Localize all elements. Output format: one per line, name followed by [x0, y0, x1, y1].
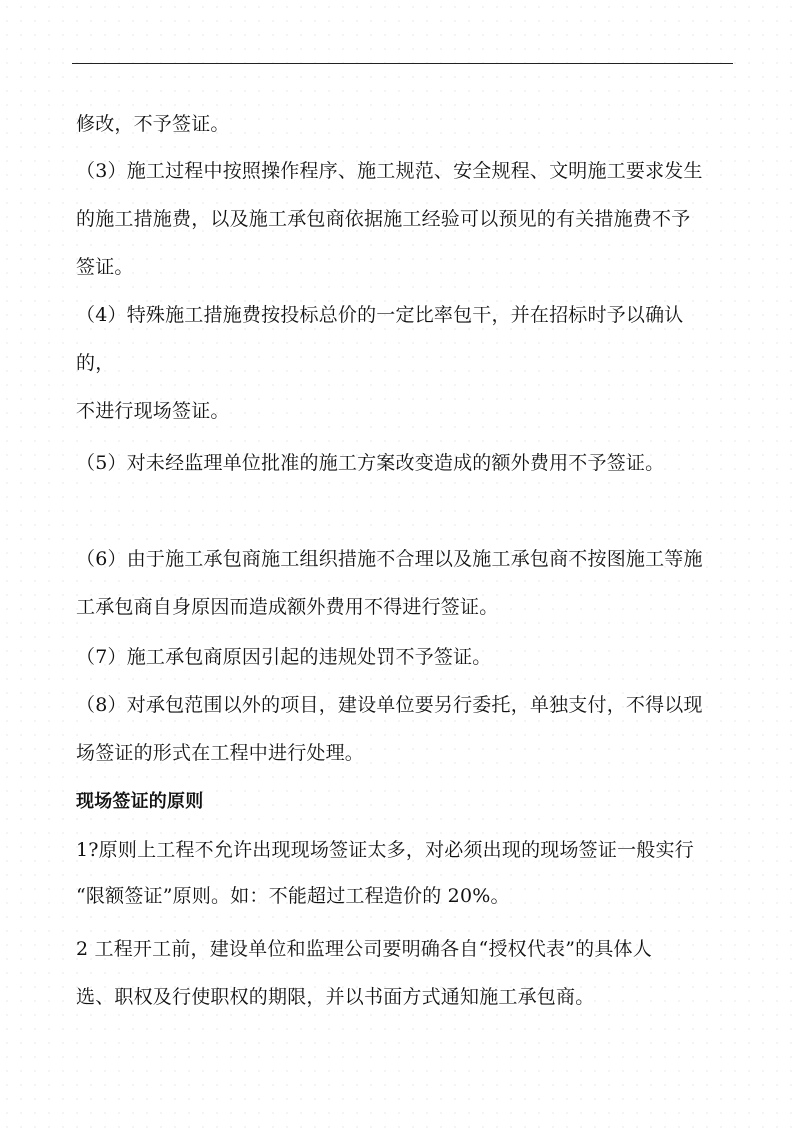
text-line: （6）由于施工承包商施工组织措施不合理以及施工承包商不按图施工等施	[76, 548, 703, 570]
text-line: 选、职权及行使职权的期限，并以书面方式通知施工承包商。	[76, 986, 595, 1008]
text-line: （4）特殊施工措施费按投标总价的一定比率包干，并在招标时予以确认	[76, 304, 684, 326]
text-line: （8）对承包范围以外的项目，建设单位要另行委托，单独支付，不得以现	[76, 694, 703, 716]
text-line: 不进行现场签证。	[76, 400, 230, 422]
text-line: 修改，不予签证。	[76, 113, 230, 135]
text-line: 工承包商自身原因而造成额外费用不得进行签证。	[76, 596, 499, 618]
text-line: （7）施工承包商原因引起的违规处罚不予签证。	[76, 646, 492, 668]
text-line: 2 工程开工前，建设单位和监理公司要明确各自“授权代表”的具体人	[76, 938, 652, 960]
text-line: 场签证的形式在工程中进行处理。	[76, 742, 365, 764]
text-line: “限额签证”原则。如：不能超过工程造价的 20%。	[76, 885, 510, 907]
text-line: （5）对未经监理单位批准的施工方案改变造成的额外费用不予签证。	[76, 452, 665, 474]
text-line: 的施工措施费，以及施工承包商依据施工经验可以预见的有关措施费不予	[76, 208, 691, 230]
section-heading: 现场签证的原则	[76, 791, 204, 812]
text-line: （3）施工过程中按照操作程序、施工规范、安全规程、文明施工要求发生	[76, 160, 703, 182]
text-line: 签证。	[76, 256, 134, 278]
header-rule	[72, 63, 733, 64]
text-line: 的，	[76, 352, 115, 374]
text-line: 1?原则上工程不允许出现现场签证太多，对必须出现的现场签证一般实行	[76, 839, 694, 861]
